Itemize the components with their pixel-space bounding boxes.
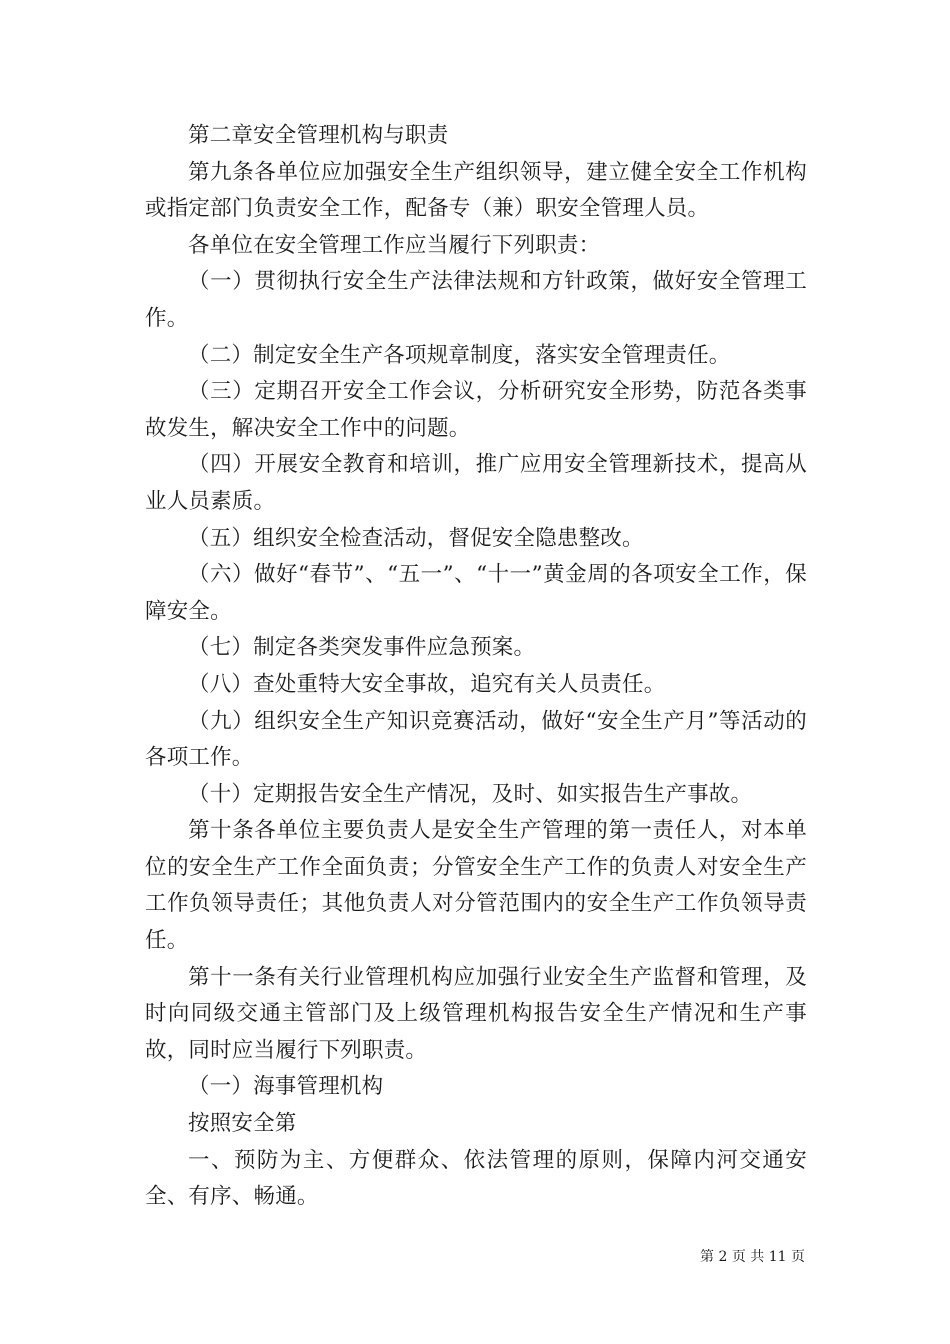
list-item-duty-9: （九）组织安全生产知识竞赛活动，做好“安全生产月”等活动的各项工作。	[145, 708, 807, 771]
list-item-duty-4: （四）开展安全教育和培训，推广应用安全管理新技术，提高从业人员素质。	[145, 452, 807, 514]
list-item-duty-10: （十）定期报告安全生产情况，及时、如实报告生产事故。	[188, 781, 753, 807]
chapter-heading: 第二章安全管理机构与职责	[188, 123, 449, 148]
paragraph-principles: 一、预防为主、方便群众、依法管理的原则，保障内河交通安全、有序、畅通。	[145, 1147, 807, 1210]
document-body	[145, 118, 807, 1216]
paragraph-article-9: 第九条各单位应加强安全生产组织领导，建立健全安全工作机构或指定部门负责安全工作，配备专（兼）职安全管理人员。	[145, 159, 807, 222]
list-item-duty-8: （八）查处重特大安全事故，追究有关人员责任。	[188, 671, 666, 697]
paragraph-fragment: 按照安全第	[188, 1111, 297, 1137]
list-item-duty-5: （五）组织安全检查活动，督促安全隐患整改。	[188, 525, 644, 551]
paragraph-duties-intro: 各单位在安全管理工作应当履行下列职责：	[188, 232, 601, 258]
page-number-footer: 第 2 页 共 11 页	[700, 1249, 805, 1265]
list-item-duty-2: （二）制定安全生产各项规章制度，落实安全管理责任。	[188, 342, 731, 368]
paragraph-article-10: 第十条各单位主要负责人是安全生产管理的第一责任人，对本单位的安全生产工作全面负责；分管安全生产工作的负责人对安全生产工作负领导责任；其他负责人对分管范围内的安全生产工作负领导责任。	[145, 818, 807, 954]
list-item-duty-7: （七）制定各类突发事件应急预案。	[188, 635, 536, 661]
list-item-maritime-agency: （一）海事管理机构	[188, 1074, 384, 1100]
paragraph-article-11: 第十一条有关行业管理机构应加强行业安全生产监督和管理，及时向同级交通主管部门及上级管理机构报告安全生产情况和生产事故，同时应当履行下列职责。	[145, 964, 807, 1063]
list-item-duty-6: （六）做好“春节”、“五一”、“十一”黄金周的各项安全工作，保障安全。	[145, 562, 807, 624]
list-item-duty-3: （三）定期召开安全工作会议，分析研究安全形势，防范各类事故发生，解决安全工作中的问题。	[145, 379, 807, 441]
list-item-duty-1: （一）贯彻执行安全生产法律法规和方针政策，做好安全管理工作。	[145, 269, 807, 331]
